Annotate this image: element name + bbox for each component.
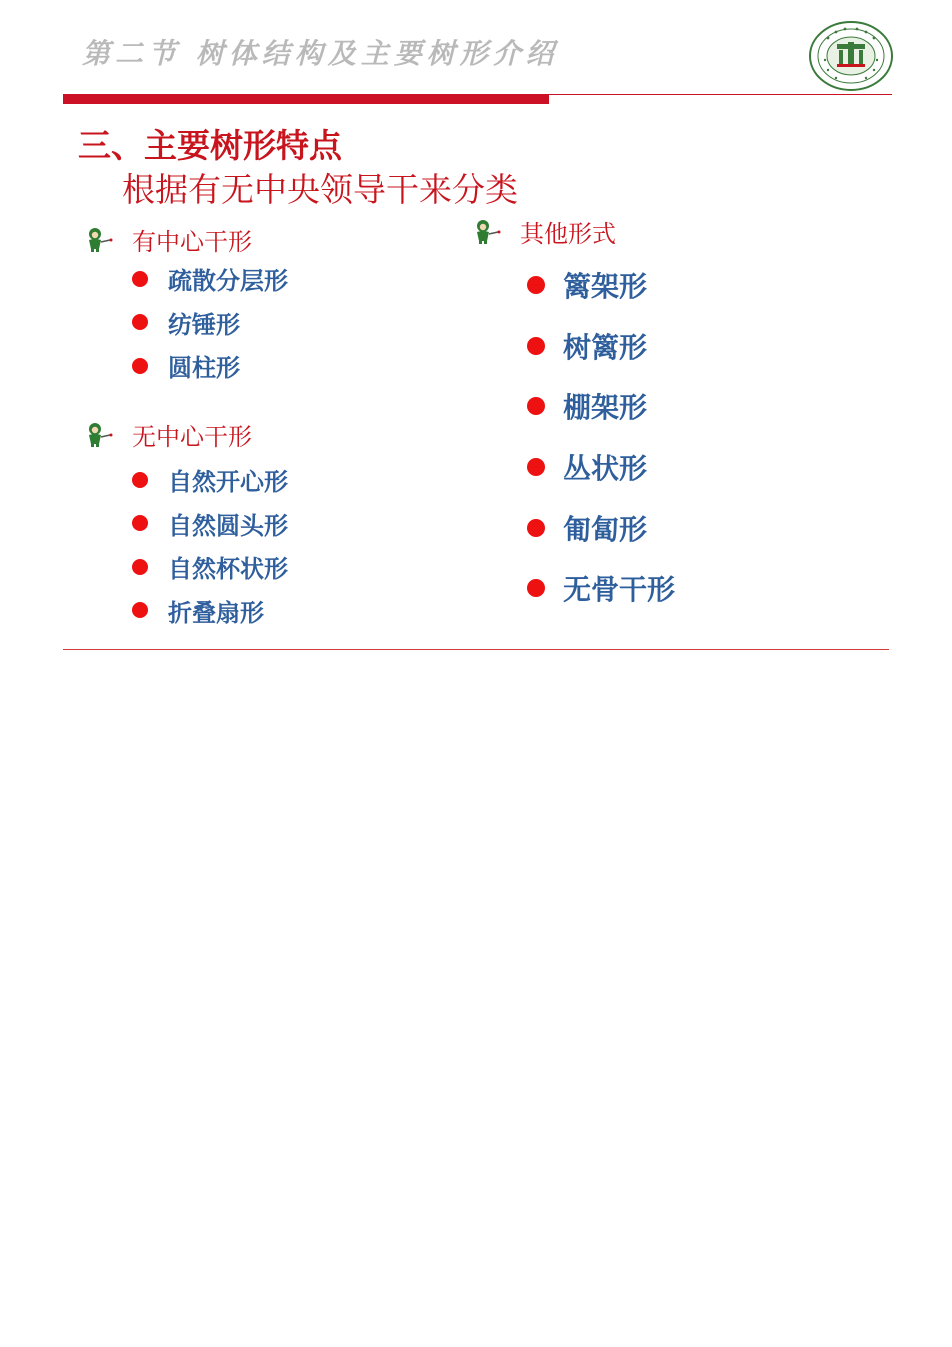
list-item: 篱架形 bbox=[527, 255, 675, 316]
list-other bbox=[527, 255, 675, 619]
list-item: 自然圆头形 bbox=[132, 502, 288, 546]
list-item: 丛状形 bbox=[527, 437, 675, 498]
bullet-icon bbox=[132, 271, 148, 287]
bullet-icon bbox=[132, 314, 148, 330]
bullet-icon bbox=[132, 358, 148, 374]
section-subtitle: 根据有无中央领导干来分类 bbox=[122, 170, 518, 209]
list-item: 折叠扇形 bbox=[132, 589, 288, 633]
group-label-no-central: 无中心干形 bbox=[132, 423, 252, 451]
bullet-icon bbox=[132, 559, 148, 575]
bullet-icon bbox=[527, 397, 545, 415]
list-item: 纺锤形 bbox=[132, 301, 288, 345]
bullet-icon bbox=[527, 276, 545, 294]
group-heading-no-central bbox=[84, 417, 252, 452]
mascot-icon bbox=[84, 422, 114, 448]
bullet-icon bbox=[132, 472, 148, 488]
list-item: 圆柱形 bbox=[132, 344, 288, 388]
group-heading-central bbox=[84, 222, 252, 257]
bullet-icon bbox=[132, 602, 148, 618]
list-item: 棚架形 bbox=[527, 376, 675, 437]
header-rule bbox=[549, 94, 892, 95]
bullet-icon bbox=[132, 515, 148, 531]
mascot-icon bbox=[84, 227, 114, 253]
footer-rule bbox=[63, 649, 889, 650]
list-no-central bbox=[132, 458, 288, 632]
list-item: 疏散分层形 bbox=[132, 257, 288, 301]
list-central bbox=[132, 257, 288, 388]
bullet-icon bbox=[527, 458, 545, 476]
header-accent-bar bbox=[63, 94, 549, 104]
list-item: 树篱形 bbox=[527, 316, 675, 377]
bullet-icon bbox=[527, 519, 545, 537]
bullet-icon bbox=[527, 337, 545, 355]
list-item: 无骨干形 bbox=[527, 558, 675, 619]
section-title: 三、主要树形特点 bbox=[78, 126, 342, 165]
group-heading-other bbox=[472, 214, 616, 249]
header-title: 第二节 树体结构及主要树形介绍 bbox=[82, 37, 559, 70]
university-seal-icon bbox=[808, 20, 894, 92]
list-item: 自然杯状形 bbox=[132, 545, 288, 589]
group-label-central: 有中心干形 bbox=[132, 228, 252, 256]
list-item: 自然开心形 bbox=[132, 458, 288, 502]
group-label-other: 其他形式 bbox=[520, 220, 616, 248]
mascot-icon bbox=[472, 219, 502, 245]
list-item: 匍匐形 bbox=[527, 497, 675, 558]
bullet-icon bbox=[527, 579, 545, 597]
